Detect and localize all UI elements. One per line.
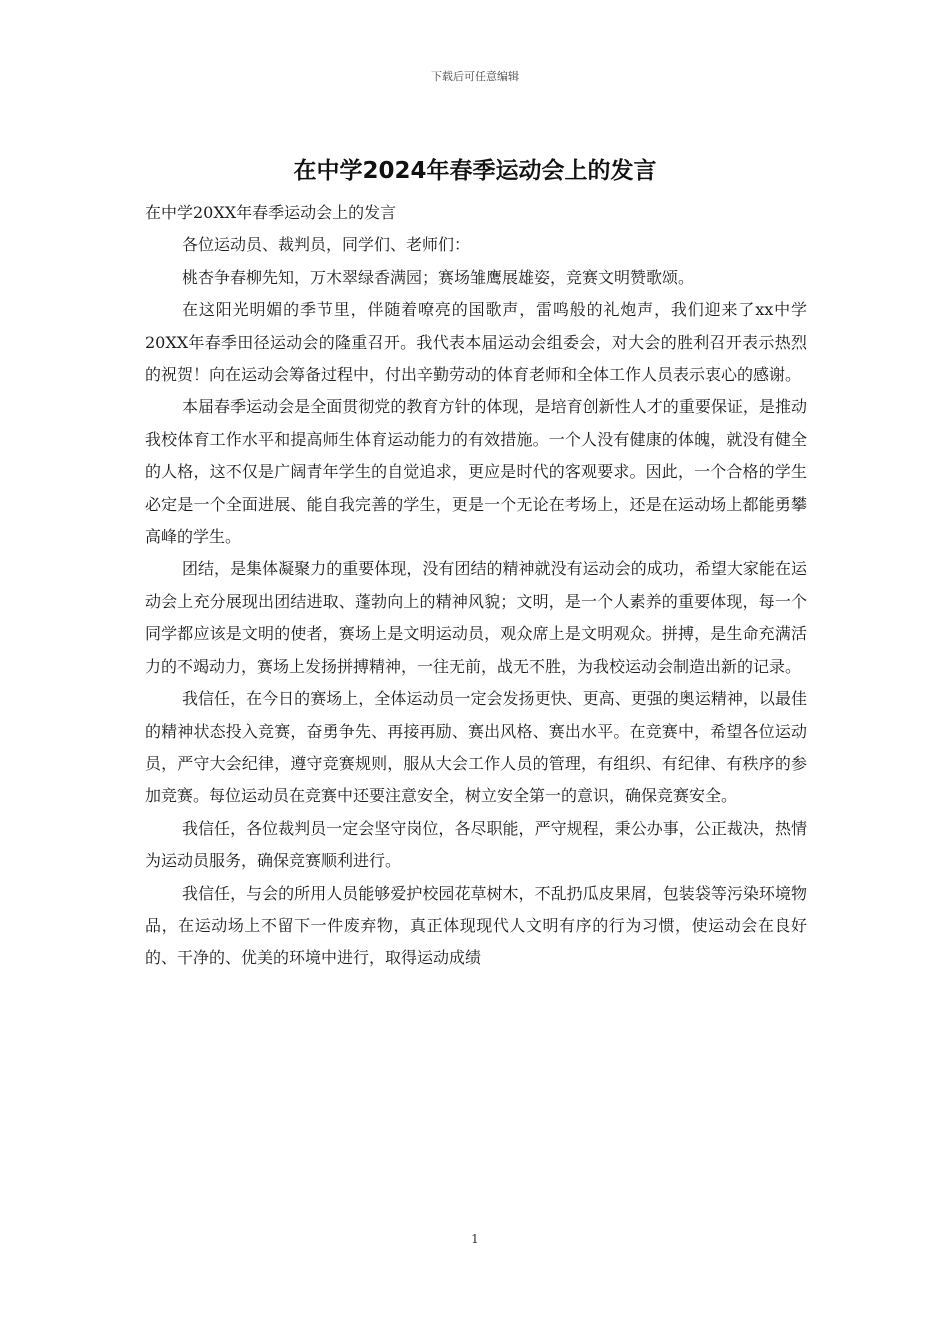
subtitle-line: 在中学20XX年春季运动会上的发言 (145, 203, 397, 222)
page-number: 1 (471, 1232, 479, 1246)
paragraph: 桃杏争春柳先知，万木翠绿香满园；赛场雏鹰展雄姿，竞赛文明赞歌颂。 (182, 267, 695, 287)
paragraph: 我信任，与会的所用人员能够爱护校园花草树木，不乱扔瓜皮果屑，包装袋等污染环境物品，在运动场上不留下一件废弃物，真正体现现代人文明有序的行为习惯，使运动会在良好的、干净的、优美的环境中进行，取得运动成绩 (145, 883, 807, 968)
header-note: 下载后可任意编辑 (431, 70, 519, 83)
paragraph: 我信任，在今日的赛场上，全体运动员一定会发扬更快、更高、更强的奥运精神，以最佳的精神状态投入竞赛，奋勇争先、再接再励、赛出风格、赛出水平。在竞赛中，希望各位运动员，严守大会纪律，遵守竞赛规则，服从大会工作人员的管理，有组织、有纪律、有秩序的参加竞赛。每位运动员在竞赛中还要注意安全，树立安全第一的意识，确保竞赛安全。 (145, 689, 807, 806)
paragraph: 团结，是集体凝聚力的重要体现，没有团结的精神就没有运动会的成功，希望大家能在运动会上充分展现出团结进取、蓬勃向上的精神风貌；文明，是一个人素养的重要体现，每一个同学都应该是文明的使者，赛场上是文明运动员，观众席上是文明观众。拼搏，是生命充满活力的不竭动力，赛场上发扬拼搏精神，一往无前，战无不胜，为我校运动会制造出新的记录。 (145, 559, 807, 676)
document-body (145, 197, 807, 975)
paragraph: 本届春季运动会是全面贯彻党的教育方针的体现，是培育创新性人才的重要保证，是推动我校体育工作水平和提高师生体育运动能力的有效措施。一个人没有健康的体魄，就没有健全的人格，这不仅是广阔青年学生的自觉追求，更应是时代的客观要求。因此，一个合格的学生必定是一个全面进展、能自我完善的学生，更是一个无论在考场上，还是在运动场上都能勇攀高峰的学生。 (145, 397, 807, 547)
salutation: 各位运动员、裁判员，同学们、老师们： (182, 235, 471, 255)
document-title: 在中学2024年春季运动会上的发言 (293, 158, 657, 184)
paragraph: 我信任，各位裁判员一定会坚守岗位，各尽职能，严守规程，秉公办事，公正裁决，热情为运动员服务，确保竞赛顺利进行。 (145, 818, 807, 871)
paragraph: 在这阳光明媚的季节里，伴随着嘹亮的国歌声，雷鸣般的礼炮声，我们迎来了xx中学20XX年春季田径运动会的隆重召开。我代表本届运动会组委会，对大会的胜利召开表示热烈的祝贺！向在运动会筹备过程中，付出辛勤劳动的体育老师和全体工作人员表示衷心的感谢。 (145, 300, 807, 385)
